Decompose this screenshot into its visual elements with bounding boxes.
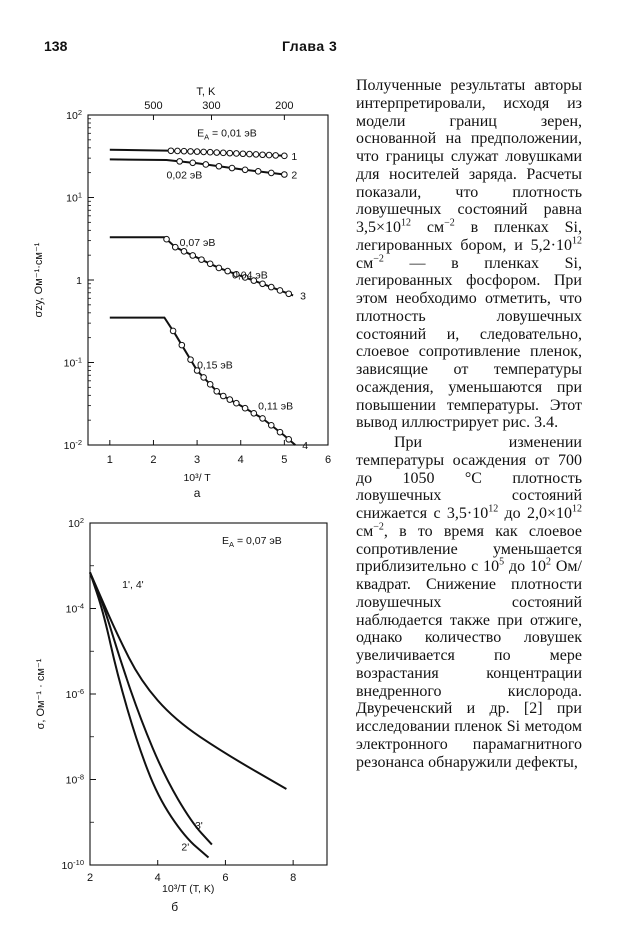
panel-a-data-point bbox=[227, 150, 233, 156]
panel-a-data-point bbox=[220, 150, 226, 156]
panel-a-x-tick-label: 5 bbox=[281, 454, 288, 466]
panel-b-curve-label: 2' bbox=[181, 841, 190, 854]
panel-a-data-point bbox=[242, 405, 248, 411]
panel-a-data-point bbox=[207, 261, 213, 267]
panel-b-y-tick-label: $10^{-8}$ bbox=[65, 772, 84, 787]
panel-a-curve-label: 1 bbox=[291, 150, 298, 163]
panel-a-data-point bbox=[188, 149, 194, 155]
chapter-title: Глава 3 bbox=[282, 38, 338, 54]
panel-a-y-tick-label: $10^1$ bbox=[66, 190, 82, 205]
panel-a-data-point bbox=[172, 244, 178, 250]
paragraph-2: При изменении температуры осаждения от 700 до 1050 °С плотность ловушечных состояний снижается с $3,5\cdot 10^{12}$ до $2,0\times 10^{12}$ $см^{-2}$, в то время как слоевое сопротивление уменьшается приблизительно с $10^5$ до $10^2$ Ом/квадрат. Снижение плотности ловушечных состояний наблюдается также при отжиге, однако количество ловушек увеличивается по мере возрастания концентрации внедренного кислорода. Двуреченский и др. [2] при исследовании пленок Si методом электронного парамагнитного резонанса обнаружили дефекты, bbox=[356, 434, 583, 771]
panel-a-annotation: 0,04 эВ bbox=[232, 269, 268, 282]
panel-b-curve-label: 1', 4' bbox=[122, 579, 144, 592]
panel-a-data-point bbox=[268, 170, 274, 176]
panel-b-annotation-ea: $E_A = 0,07$ эВ bbox=[222, 535, 282, 550]
panel-b-y-tick-label: $10^{-6}$ bbox=[65, 687, 84, 701]
panel-a-data-point bbox=[177, 159, 183, 165]
panel-b-y-tick-label: $10^2$ bbox=[68, 516, 84, 530]
panel-a-data-point bbox=[247, 151, 253, 157]
panel-a-data-point bbox=[190, 160, 196, 166]
panel-b-x-tick-label: 8 bbox=[290, 872, 297, 884]
panel-a-data-point bbox=[207, 149, 213, 155]
panel-a-data-point bbox=[190, 253, 196, 259]
panel-a-data-point bbox=[227, 397, 233, 403]
panel-a-data-point bbox=[203, 162, 209, 168]
panel-b-y-tick-label: $10^{-4}$ bbox=[65, 601, 84, 616]
panel-a-data-point bbox=[282, 172, 288, 178]
panel-a-y-tick-label: $10^{-1}$ bbox=[63, 355, 82, 370]
panel-a-data-point bbox=[234, 151, 240, 157]
panel-a-data-point bbox=[242, 167, 248, 173]
panel-a-y-tick-label: 1 bbox=[76, 275, 82, 287]
panel-a-annotation: 0,02 эВ bbox=[166, 169, 203, 182]
panel-a-top-axis-label: T, K bbox=[196, 86, 216, 98]
panel-a-x-tick-label: 4 bbox=[237, 454, 244, 466]
panel-b-y-label: σ, Ом⁻¹ · см⁻¹ bbox=[35, 658, 47, 730]
panel-a-curve-label: 2 bbox=[291, 169, 298, 182]
panel-a-data-point bbox=[214, 388, 220, 394]
panel-a-data-point bbox=[181, 148, 187, 154]
panel-a-data-point bbox=[188, 357, 194, 363]
panel-a-data-point bbox=[260, 152, 266, 158]
panel-a-data-point bbox=[286, 437, 292, 443]
panel-a-data-point bbox=[207, 382, 213, 388]
panel-a-x-label: 10³/ T bbox=[183, 472, 211, 484]
panel-a-x-tick-label: 3 bbox=[194, 454, 201, 466]
panel-a-data-point bbox=[260, 281, 266, 287]
panel-a-annotation-ea: $E_A = 0,01$ эВ bbox=[197, 127, 257, 142]
panel-a-data-point bbox=[214, 150, 220, 156]
panel-b-label: б bbox=[171, 900, 179, 914]
panel-a-x-tick-label: 2 bbox=[150, 454, 157, 466]
panel-a-y-label: σzy, Ом⁻¹·см⁻¹ bbox=[33, 242, 45, 318]
panel-a-annotation: 0,11 эВ bbox=[258, 400, 294, 413]
panel-a-data-point bbox=[240, 151, 246, 157]
panel-a-data-point bbox=[201, 149, 207, 155]
panel-b-x-label: 10³/T (T, K) bbox=[162, 883, 215, 895]
panel-a-data-point bbox=[179, 342, 185, 348]
panel-b-x-tick-label: 4 bbox=[154, 872, 161, 884]
panel-a-data-point bbox=[220, 393, 226, 399]
panel-a-data-point bbox=[253, 152, 259, 158]
panel-a-x-tick-label: 6 bbox=[324, 454, 332, 466]
panel-a-data-point bbox=[199, 257, 205, 263]
panel-a-label: а bbox=[193, 486, 201, 500]
panel-a-data-point bbox=[164, 236, 170, 242]
panel-a-data-point bbox=[286, 291, 292, 297]
panel-b-curve-label: 3' bbox=[194, 819, 203, 832]
panel-a-data-point bbox=[168, 148, 174, 154]
panel-a-y-tick-label: $10^2$ bbox=[66, 108, 82, 122]
panel-a-data-point bbox=[216, 265, 222, 271]
panel-a-data-point bbox=[282, 153, 288, 159]
panel-b-frame bbox=[90, 523, 327, 865]
panel-a-x-tick-label: 1 bbox=[106, 454, 113, 466]
panel-a-data-point bbox=[268, 284, 274, 290]
panel-a-data-point bbox=[277, 429, 283, 435]
panel-a-data-point bbox=[229, 165, 235, 171]
panel-a-annotation: 0,07 эВ bbox=[179, 236, 216, 249]
panel-b-x-tick-label: 2 bbox=[86, 872, 94, 884]
panel-a-data-point bbox=[260, 416, 266, 422]
panel-a-data-point bbox=[277, 288, 283, 294]
panel-a-annotation: 0,15 эВ bbox=[197, 359, 233, 372]
panel-a-top-tick-label: 500 bbox=[144, 100, 163, 112]
panel-a-series-4 bbox=[110, 318, 295, 445]
panel-a-data-point bbox=[225, 268, 231, 274]
panel-a-curve-label: 4 bbox=[302, 440, 309, 452]
panel-a-data-point bbox=[255, 169, 261, 175]
panel-a-top-tick-label: 200 bbox=[275, 100, 294, 112]
page-number: 138 bbox=[44, 38, 68, 54]
panel-a-top-tick-label: 300 bbox=[202, 100, 221, 112]
panel-a-data-point bbox=[251, 411, 257, 417]
panel-a-curve-label: 3 bbox=[300, 290, 306, 303]
panel-a-data-point bbox=[170, 328, 176, 334]
panel-a-y-tick-label: $10^{-2}$ bbox=[63, 438, 82, 452]
panel-a-data-point bbox=[234, 400, 240, 406]
panel-a-data-point bbox=[268, 422, 274, 428]
panel-a-data-point bbox=[194, 149, 200, 155]
panel-a-data-point bbox=[273, 153, 279, 159]
panel-a-data-point bbox=[201, 375, 207, 381]
text-column bbox=[356, 77, 582, 771]
panel-b-x-tick-label: 6 bbox=[222, 872, 229, 884]
panel-a-data-point bbox=[266, 152, 272, 158]
panel-a-data-point bbox=[175, 148, 181, 154]
paragraph-1: Полученные результаты авторы интерпретировали, исходя из модели границ зерен, основанной на предположении, что границы служат ловушками для носителей заряда. Расчеты показали, что плотность ловушечных состояний равна $3,5\times 10^{12}$ $см^{-2}$ в пленках Si, легированных бором, и $5,2\cdot 10^{12}$ $см^{-2}$ — в пленках Si, легированных фосфором. При этом необходимо отметить, что плотность ловушечных состояний и, следовательно, слоевое сопротивление пленок, зависящие от температуры осаждения, уменьшаются при повышении температуры. Этот вывод иллюстрирует рис. 3.4. bbox=[356, 77, 582, 432]
panel-b-y-tick-label: $10^{-10}$ bbox=[61, 858, 84, 872]
panel-a-data-point bbox=[181, 249, 187, 255]
panel-a-data-point bbox=[216, 163, 222, 169]
